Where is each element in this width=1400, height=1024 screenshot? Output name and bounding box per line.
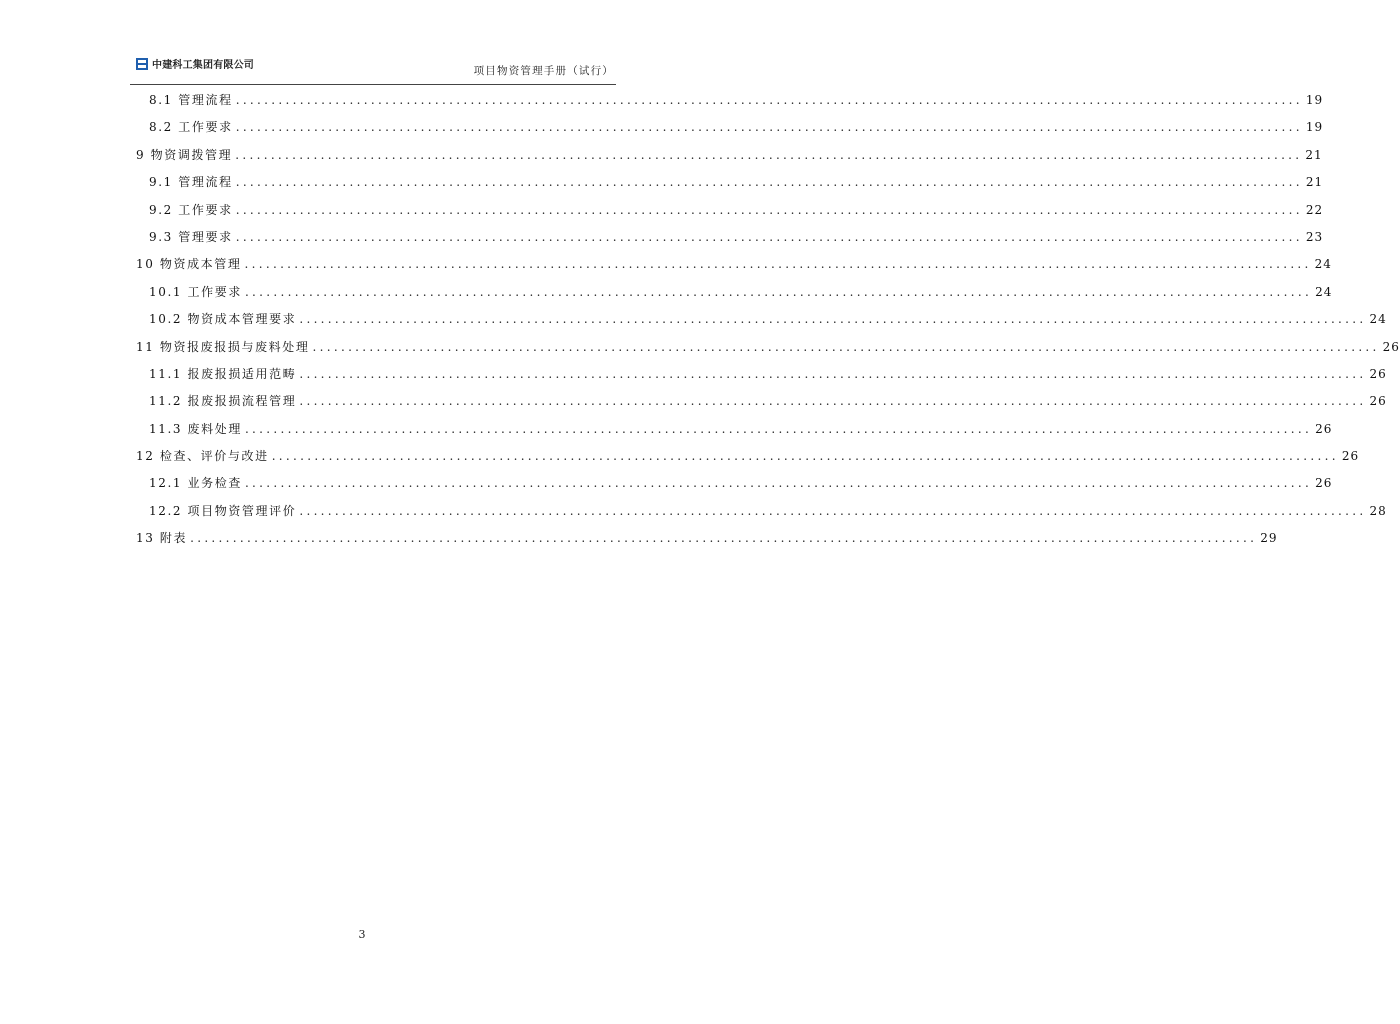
toc-entry-page: 29 (1260, 531, 1278, 546)
toc-dot-leader: ...................................................................................................................................................... (235, 147, 1303, 162)
toc-entry-title: 12 检查、评价与改进 (136, 449, 269, 464)
toc-entry-page: 24 (1315, 284, 1333, 299)
toc-dot-leader: ...................................................................................................................................................... (299, 312, 1367, 327)
toc-entry[interactable] (136, 498, 1387, 525)
toc-entry[interactable] (136, 416, 1333, 443)
toc-dot-leader: ...................................................................................................................................................... (235, 175, 1303, 190)
toc-entry-page: 24 (1369, 312, 1387, 327)
toc-entry-title: 9.3 管理要求 (149, 229, 233, 244)
toc-dot-leader: ...................................................................................................................................................... (190, 531, 1258, 546)
toc-entry[interactable] (136, 169, 1324, 196)
toc-entry[interactable] (136, 443, 1360, 470)
toc-dot-leader: ...................................................................................................................................................... (312, 339, 1380, 354)
page-number: 3 (358, 928, 366, 941)
toc-dot-leader: ...................................................................................................................................................... (244, 257, 1312, 272)
company-logo-icon (136, 58, 148, 70)
toc-entry-title: 12.2 项目物资管理评价 (149, 503, 297, 518)
toc-entry[interactable] (136, 87, 1324, 114)
toc-entry[interactable] (136, 388, 1387, 415)
toc-entry-page: 19 (1305, 120, 1324, 135)
toc-entry-title: 10.1 工作要求 (149, 284, 242, 299)
toc-entry[interactable] (136, 224, 1324, 251)
toc-dot-leader: ...................................................................................................................................................... (244, 476, 1313, 491)
toc-entry[interactable] (136, 470, 1333, 497)
toc-dot-leader: ...................................................................................................................................................... (244, 421, 1313, 436)
toc-entry-page: 26 (1369, 394, 1387, 409)
toc-entry-title: 9 物资调拨管理 (136, 147, 233, 162)
toc-dot-leader: ...................................................................................................................................................... (235, 229, 1303, 244)
company-logo (136, 56, 254, 71)
toc-entry-title: 10.2 物资成本管理要求 (149, 312, 297, 327)
toc-dot-leader: ...................................................................................................................................................... (235, 120, 1303, 135)
toc-entry-title: 9.1 管理流程 (149, 175, 233, 190)
toc-entry[interactable] (136, 306, 1387, 333)
toc-dot-leader: ...................................................................................................................................................... (235, 93, 1303, 107)
toc-entry-page: 26 (1341, 449, 1360, 464)
toc-entry-page: 23 (1305, 229, 1324, 244)
toc-entry-title: 11.1 报废报损适用范畴 (149, 366, 297, 381)
toc-dot-leader: ...................................................................................................................................................... (299, 503, 1367, 518)
toc-dot-leader: ...................................................................................................................................................... (299, 394, 1367, 409)
toc-entry-title: 8.1 管理流程 (149, 93, 233, 107)
toc-entry[interactable] (136, 142, 1323, 169)
document-title: 项目物资管理手册（试行） (473, 65, 614, 77)
toc-entry-title: 11.2 报废报损流程管理 (149, 394, 297, 409)
toc-entry-title: 9.2 工作要求 (149, 202, 233, 217)
toc-entry-page: 28 (1369, 503, 1387, 518)
toc-entry[interactable] (136, 114, 1324, 141)
toc-entry-page: 26 (1315, 421, 1333, 436)
table-of-contents (136, 87, 1400, 553)
toc-entry-title: 10 物资成本管理 (136, 257, 242, 272)
toc-entry-page: 21 (1305, 147, 1323, 162)
toc-entry-page: 26 (1369, 366, 1387, 381)
toc-entry-title: 8.2 工作要求 (149, 120, 233, 135)
toc-entry[interactable] (136, 334, 1400, 361)
toc-dot-leader: ...................................................................................................................................................... (299, 366, 1367, 381)
toc-entry[interactable] (136, 197, 1324, 224)
toc-entry-page: 21 (1305, 175, 1324, 190)
toc-entry-page: 26 (1315, 476, 1333, 491)
toc-entry-page: 24 (1314, 257, 1332, 272)
toc-entry-page: 19 (1305, 93, 1324, 107)
toc-entry[interactable] (136, 525, 1278, 552)
toc-entry[interactable] (136, 361, 1387, 388)
toc-entry[interactable] (136, 279, 1333, 306)
toc-entry-title: 11 物资报废报损与废料处理 (136, 339, 310, 354)
toc-dot-leader: ...................................................................................................................................................... (271, 449, 1339, 464)
toc-entry-page: 22 (1305, 202, 1324, 217)
toc-entry-title: 12.1 业务检查 (149, 476, 242, 491)
page-header (136, 52, 614, 82)
toc-entry-title: 13 附表 (136, 531, 188, 546)
toc-dot-leader: ...................................................................................................................................................... (235, 202, 1303, 217)
toc-entry[interactable] (136, 251, 1332, 278)
header-divider (130, 84, 616, 85)
company-name: 中建科工集团有限公司 (152, 60, 254, 71)
toc-entry-page: 26 (1382, 339, 1400, 354)
toc-dot-leader: ...................................................................................................................................................... (244, 284, 1313, 299)
toc-entry-title: 11.3 废料处理 (149, 421, 242, 436)
